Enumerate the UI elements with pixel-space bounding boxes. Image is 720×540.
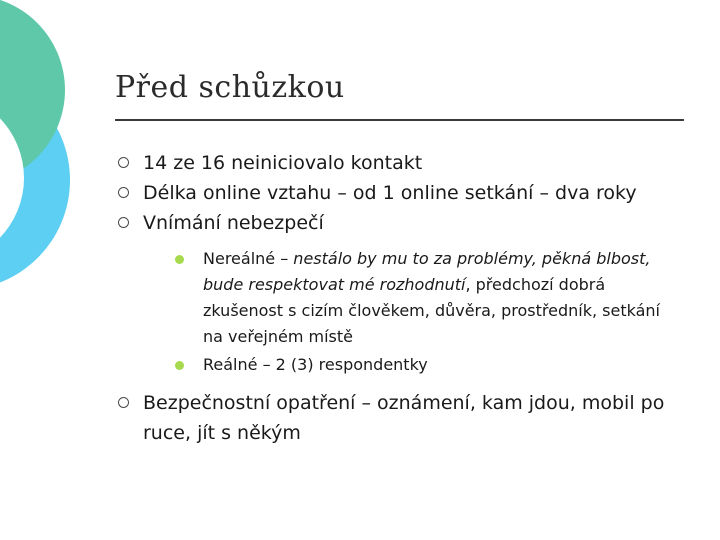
- bullet-list: [115, 148, 685, 448]
- ring-bullet-icon: [118, 187, 129, 198]
- sub-bullet-list: [173, 246, 663, 378]
- list-item: [115, 208, 685, 378]
- slide-title: Před schůzkou: [115, 70, 345, 105]
- sub-item-italic: nestálo by mu to za problémy, pěkná blbost, bude respektovat mé rozhodnutí: [203, 249, 651, 294]
- decorative-circles: [0, 0, 120, 320]
- dot-bullet-icon: [175, 361, 184, 370]
- ring-bullet-icon: [118, 217, 129, 228]
- list-item-text: Vnímání nebezpečí: [143, 212, 324, 234]
- list-item-text: Délka online vztahu – od 1 online setkání – dva roky: [143, 182, 637, 204]
- sub-list-item: [173, 352, 663, 378]
- sub-list-item: [173, 246, 663, 350]
- dot-bullet-icon: [175, 255, 184, 264]
- list-item: [115, 148, 685, 178]
- list-item-text: 14 ze 16 neiniciovalo kontakt: [143, 152, 423, 174]
- list-item: [115, 388, 685, 448]
- sub-item-lead: Nereálné –: [203, 249, 294, 268]
- title-divider: [115, 119, 684, 121]
- ring-bullet-icon: [118, 397, 129, 408]
- sub-item-text: Reálné – 2 (3) respondentky: [203, 355, 428, 374]
- list-item-text: Bezpečnostní opatření – oznámení, kam jdou, mobil po ruce, jít s někým: [143, 392, 665, 444]
- sub-item-trail: , předchozí dobrá zkušenost s cizím člověkem, důvěra, prostředník, setkání na veřejném místě: [203, 275, 660, 346]
- ring-bullet-icon: [118, 157, 129, 168]
- list-item: [115, 178, 685, 208]
